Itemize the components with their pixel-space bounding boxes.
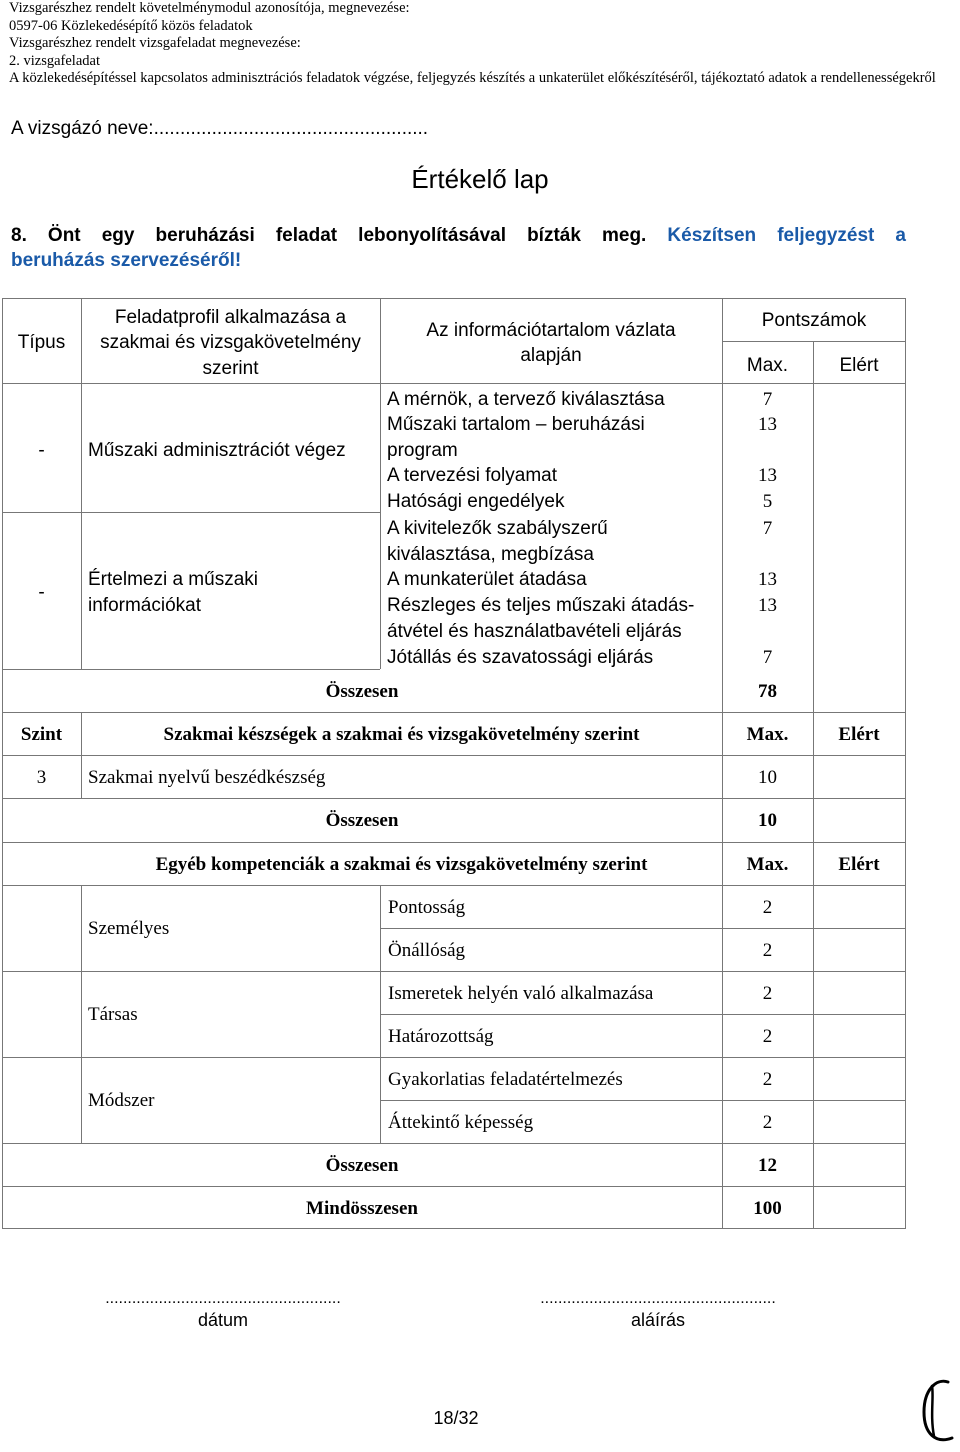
table2-title: Szakmai készségek a szakmai és vizsgakövetelmény szerint [163, 724, 640, 745]
max-value: 7 [762, 518, 773, 539]
task-text: 8. Önt egy beruházási feladat lebonyolításával bízták meg. [11, 225, 668, 246]
competence-max: 2 [762, 983, 773, 1004]
document-header [9, 0, 954, 88]
col-header-profile-2: szakmai és vizsgakövetelmény [100, 332, 361, 353]
header-module-name: 0597-06 Közlekedésépítő közös feladatok [9, 17, 253, 34]
col-header-type: Típus [17, 332, 66, 353]
competence-item: Önállóság [388, 940, 466, 961]
content-row: átvétel és használatbavételi eljárás [387, 621, 682, 642]
col-header-level: Szint [20, 724, 63, 745]
date-label: dátum [197, 1310, 249, 1330]
content-row: Részleges és teljes műszaki átadás- [387, 595, 695, 616]
competence-item: Gyakorlatias feladatértelmezés [388, 1069, 623, 1090]
task-instruction-cont: beruházás szervezéséről! [11, 250, 242, 271]
content-row: A kivitelezők szabályszerű [387, 518, 608, 539]
header-task-name: A közlekedésépítéssel kapcsolatos adminisztrációs feladatok végzése, feljegyzés készítés a unkaterület előkészítéséről, tájékoztató adatok a rendellenességekről [9, 70, 936, 86]
skill-level: 3 [36, 767, 47, 788]
content-row: Jótállás és szavatossági eljárás [387, 647, 654, 668]
max-value: 13 [758, 414, 777, 435]
table2-total-label: Összesen [325, 810, 399, 831]
task-instruction: Készítsen feljegyzést a [667, 225, 906, 246]
header-module-label: Vizsgarészhez rendelt követelménymodul azonosítója, megnevezése: [9, 0, 410, 16]
competence-max: 2 [762, 897, 773, 918]
max-value: 13 [758, 595, 777, 616]
col-header-profile-3: szerint [202, 358, 259, 379]
handwritten-signature [918, 1376, 958, 1448]
table1-total-value: 78 [758, 681, 777, 702]
table2-max-header: Max. [746, 724, 789, 745]
max-value: 13 [758, 569, 777, 590]
competence-item: Ismeretek helyén való alkalmazása [388, 983, 654, 1004]
examinee-name-field: A vizsgázó neve:.................................................... [11, 118, 429, 139]
content-row: program [387, 440, 458, 461]
table3-max-header: Max. [746, 854, 789, 875]
competence-max: 2 [762, 1069, 773, 1090]
col-header-points: Pontszámok [761, 310, 867, 331]
group1-profile: Műszaki adminisztrációt végez [88, 440, 346, 461]
col-header-max: Max. [746, 355, 789, 376]
skill-max: 10 [758, 767, 777, 788]
content-row: A tervezési folyamat [387, 465, 558, 486]
skill-label: Szakmai nyelvű beszédkészség [88, 767, 326, 788]
header-task-number: 2. vizsgafeladat [9, 52, 100, 69]
page-number: 18/32 [433, 1408, 479, 1428]
header-task-label: Vizsgarészhez rendelt vizsgafeladat megnevezése: [9, 35, 301, 51]
competence-max: 2 [762, 1112, 773, 1133]
page-title: Értékelő lap [411, 164, 549, 194]
table3-total-value: 12 [758, 1155, 777, 1176]
col-header-profile-1: Feladatprofil alkalmazása a [114, 307, 347, 328]
max-value: 5 [762, 491, 773, 512]
col-header-achieved: Elért [839, 355, 879, 376]
signature-label: aláírás [630, 1310, 686, 1330]
competence-max: 2 [762, 940, 773, 961]
group1-type: - [38, 440, 45, 461]
max-value: 7 [762, 389, 773, 410]
content-row: A mérnök, a tervező kiválasztása [387, 389, 665, 410]
table3-achieved-header: Elért [838, 854, 880, 875]
content-row: kiválasztása, megbízása [387, 544, 594, 565]
group2-profile-2: információkat [88, 595, 201, 616]
content-row: A munkaterület átadása [387, 569, 587, 590]
competence-group-name: Társas [88, 1004, 138, 1025]
col-header-content-1: Az információtartalom vázlata [426, 320, 676, 341]
competence-group-name: Személyes [88, 918, 170, 939]
table2-total-value: 10 [758, 810, 777, 831]
competence-item: Pontosság [388, 897, 466, 918]
competence-group-name: Módszer [88, 1090, 155, 1111]
max-value: 7 [762, 647, 773, 668]
grand-total-value: 100 [753, 1198, 782, 1219]
table2-achieved-header: Elért [838, 724, 880, 745]
task-statement [11, 223, 906, 248]
competence-item: Határozottság [388, 1026, 494, 1047]
competence-item: Áttekintő képesség [388, 1112, 534, 1133]
date-line: ..................................................... [105, 1290, 341, 1307]
table3-total-label: Összesen [325, 1155, 399, 1176]
max-value: 13 [758, 465, 777, 486]
content-row: Műszaki tartalom – beruházási [387, 414, 645, 435]
content-row: Hatósági engedélyek [387, 491, 565, 512]
col-header-content-2: alapján [520, 345, 582, 366]
signature-line: ..................................................... [540, 1290, 776, 1307]
competence-max: 2 [762, 1026, 773, 1047]
table1-total-label: Összesen [325, 681, 399, 702]
table3-title: Egyéb kompetenciák a szakmai és vizsgakövetelmény szerint [155, 854, 648, 875]
grand-total-label: Mindösszesen [306, 1198, 418, 1219]
group2-profile-1: Értelmezi a műszaki [88, 569, 258, 590]
group2-type: - [38, 582, 45, 603]
